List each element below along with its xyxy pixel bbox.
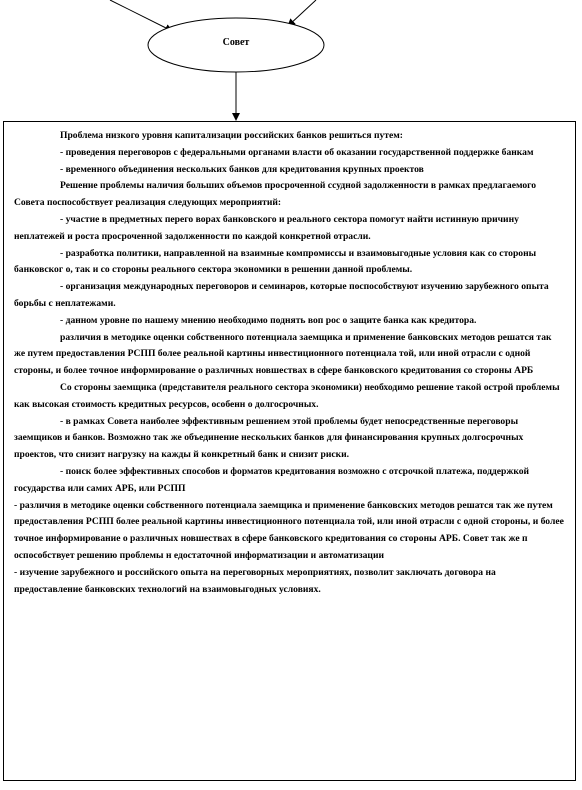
paragraph-temporary-merger: - временного объединения нескольких банков для кредитования крупных проектов [60,163,424,175]
paragraph-creditor-protection: - данном уровне по нашему мнению необходимо поднять воп рос о защите банка как кредитора. [60,314,477,326]
council-label: Совет [222,37,250,48]
incoming-arrow-right [288,0,316,26]
paragraph-federal-negotiations: - проведения переговоров с федеральными органами власти об оказании государственной поддержке банкам [60,146,534,158]
flow-diagram [0,0,582,125]
text-box [3,121,576,781]
paragraph-experience-study: - изучение зарубежного и российского опыта на переговорных мероприятиях, позволит заключать договора на предоставление банковских технологий на взаимовыгодных условиях. [14,566,496,595]
paragraph-methodology-council: - различия в методике оценки собственного потенциала заемщика и применение банковских методов решатся так же путем предоставления РСПП более реальной картины инвестиционного потенциала той, или иной отрасли с одной стороны, и более точное информирование о различных новшествах в сфере банковского кредитования со стороны АРБ. Совет так же п оспособствует решению проблемы н едостаточной информатизации и автоматизации [14,499,564,561]
paragraph-credit-formats: - поиск более эффективных способов и форматов кредитования возможно с отсрочкой платежа, поддержкой государства или самих АРБ, или РСПП [14,465,530,494]
paragraph-subject-negotiations: - участие в предметных перего ворах банковского и реального сектора помогут найти истинную причину неплатежей и роста просроченной задолженности по каждой конкретной отрасли. [14,213,519,242]
paragraph-methodology-differences: различия в методике оценки собственного потенциала заемщика и применение банковских методов решатся так же путем предоставления РСПП более реальной картины инвестиционного потенциала той, или иной отрасли с одной стороны, и более точное информирование о различных новшествах в сфере банковского кредитования со стороны АРБ [14,331,552,377]
incoming-arrow-left [110,0,172,31]
paragraph-international-seminars: - организация международных переговоров и семинаров, которые поспособствуют изучению зарубежного опыта борьбы с неплатежами. [14,281,549,309]
paragraph-policy-development: - разработка политики, направленной на взаимные компромиссы и взаимовыгодные условия как со стороны банковског о, так и со стороны реального сектора экономики в решении данной проблемы. [14,247,537,276]
paragraph-direct-negotiations: - в рамках Совета наиболее эффективным решением этой проблемы будет непосредственные переговоры заемщиков и банков. Возможно так же объединение нескольких банков для финансирования крупных долгосрочных проектов, что снизит нагрузку на кажды й конкретный банк и снизит риски. [14,415,524,461]
paragraph-capitalization: Проблема низкого уровня капитализации российских банков решиться путем: [60,130,403,141]
paragraph-borrower-side: Со стороны заемщика (представителя реального сектора экономики) необходимо решение такой острой проблемы как высокая стоимость кредитных ресурсов, особенн о долгосрочных. [14,381,560,410]
paragraph-overdue-debt: Решение проблемы наличия больших объемов просроченной ссудной задолженности в рамках предлагаемого Совета поспособствует реализация следующих мероприятий: [14,180,537,209]
